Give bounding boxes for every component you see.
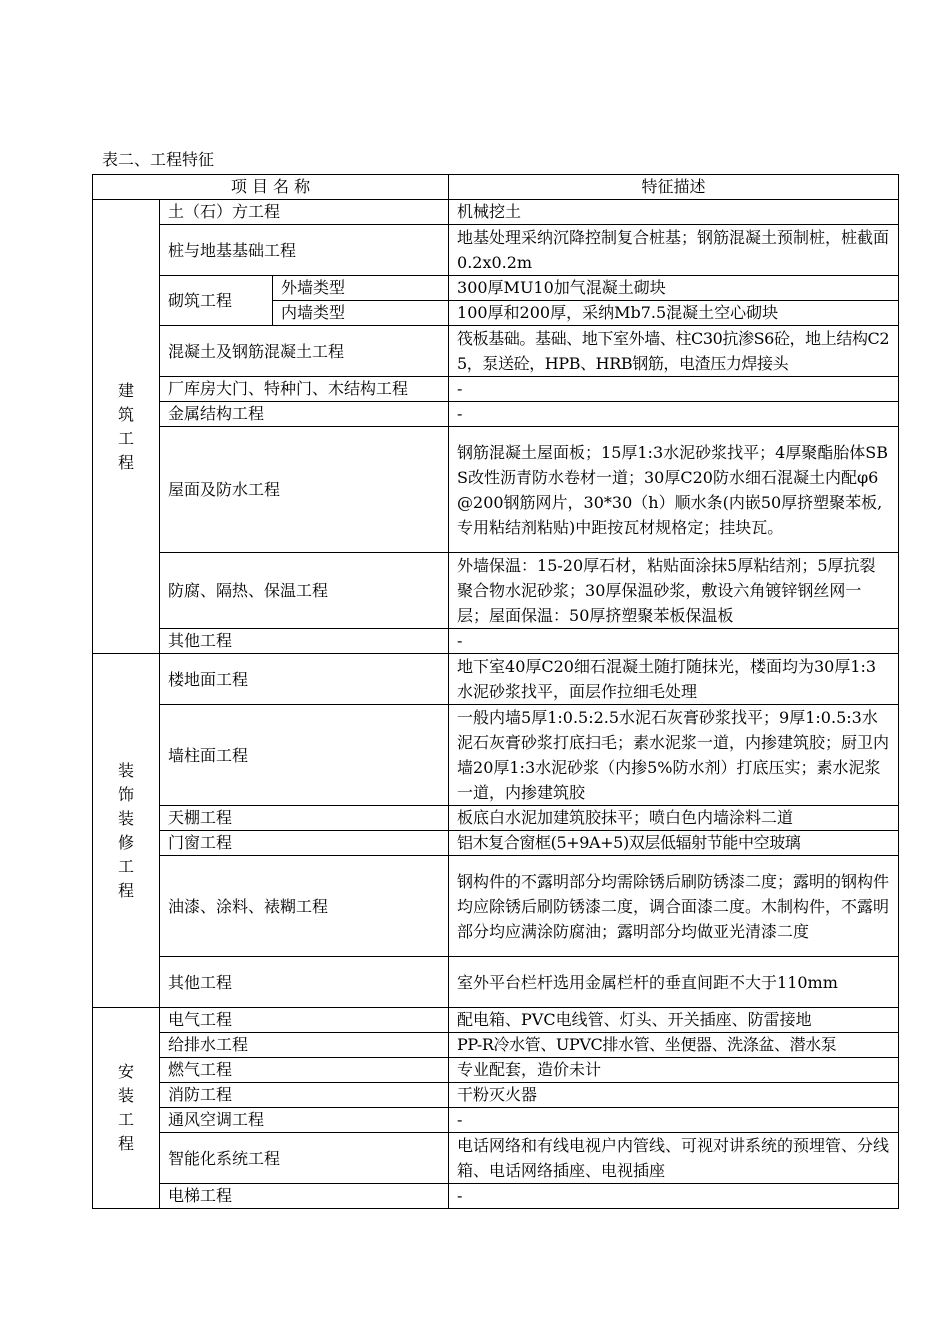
- item-desc: 一般内墙5厚1:0.5:2.5水泥石灰膏砂浆找平；9厚1:0.5:3水泥石灰膏砂浆打底扫毛；素水泥浆一道，内掺建筑胶；厨卫内墙20厚1:3水泥砂浆（内掺5%防水剂）打底压实；素水泥浆一道，内掺建筑胶: [449, 705, 899, 806]
- table-row: [93, 1184, 899, 1209]
- item-desc: -: [449, 1108, 899, 1133]
- table-row: [93, 1108, 899, 1133]
- item-desc: 电话网络和有线电视户内管线、可视对讲系统的预埋管、分线箱、电话网络插座、电视插座: [449, 1133, 899, 1184]
- table-row: [93, 326, 899, 377]
- table-row: [93, 705, 899, 806]
- table-row: [93, 1133, 899, 1184]
- table-row: [93, 1033, 899, 1058]
- table-header-row: [93, 175, 899, 200]
- item-name: 墙柱面工程: [160, 705, 449, 806]
- item-desc: 钢筋混凝土屋面板；15厚1:3水泥砂浆找平；4厚聚酯胎体SBS改性沥青防水卷材一道；30厚C20防水细石混凝土内配φ6@200钢筋网片，30*30（h）顺水条(内嵌50厚挤塑聚苯板,专用粘结剂粘贴)中距按瓦材规格定；挂块瓦。: [449, 427, 899, 553]
- item-desc: 300厚MU10加气混凝土砌块: [449, 276, 899, 301]
- item-name: 防腐、隔热、保温工程: [160, 553, 449, 629]
- table-row: [93, 402, 899, 427]
- category-label: 建筑工程: [117, 380, 134, 472]
- item-name: 楼地面工程: [160, 654, 449, 705]
- item-desc: 室外平台栏杆选用金属栏杆的垂直间距不大于110mm: [449, 957, 899, 1008]
- item-name: 金属结构工程: [160, 402, 449, 427]
- item-desc: 地基处理采纳沉降控制复合桩基；钢筋混凝土预制桩，桩截面0.2x0.2m: [449, 225, 899, 276]
- item-name: 厂库房大门、特种门、木结构工程: [160, 377, 449, 402]
- item-desc: 100厚和200厚，采纳Mb7.5混凝土空心砌块: [449, 301, 899, 326]
- item-name: 屋面及防水工程: [160, 427, 449, 553]
- item-name: 土（石）方工程: [160, 200, 449, 225]
- table-row: [93, 957, 899, 1008]
- table-row: [93, 553, 899, 629]
- item-name: 桩与地基基础工程: [160, 225, 449, 276]
- item-desc: 地下室40厚C20细石混凝土随打随抹光，楼面均为30厚1:3水泥砂浆找平，面层作拉细毛处理: [449, 654, 899, 705]
- item-name: 电梯工程: [160, 1184, 449, 1209]
- item-desc: 干粉灭火器: [449, 1083, 899, 1108]
- item-name: 门窗工程: [160, 831, 449, 856]
- item-name: 油漆、涂料、裱糊工程: [160, 856, 449, 957]
- item-desc: -: [449, 402, 899, 427]
- table-row: [93, 629, 899, 654]
- table-row: [93, 1008, 899, 1033]
- item-name: 砌筑工程: [160, 276, 273, 326]
- header-name: 项 目 名 称: [93, 175, 449, 200]
- item-desc: -: [449, 377, 899, 402]
- item-desc: 专业配套，造价未计: [449, 1058, 899, 1083]
- table-caption: 表二、工程特征: [102, 150, 215, 169]
- item-name: 其他工程: [160, 957, 449, 1008]
- item-name: 消防工程: [160, 1083, 449, 1108]
- item-desc: PP-R冷水管、UPVC排水管、坐便器、洗涤盆、潜水泵: [449, 1033, 899, 1058]
- category-building: [93, 200, 160, 654]
- item-subname: 外墙类型: [273, 276, 449, 301]
- table-row: [93, 200, 899, 225]
- item-subname: 内墙类型: [273, 301, 449, 326]
- item-desc: 配电箱、PVC电线管、灯头、开关插座、防雷接地: [449, 1008, 899, 1033]
- item-name: 混凝土及钢筋混凝土工程: [160, 326, 449, 377]
- item-desc: 铝木复合窗框(5+9A+5)双层低辐射节能中空玻璃: [449, 831, 899, 856]
- table-row: [93, 225, 899, 276]
- item-name: 燃气工程: [160, 1058, 449, 1083]
- item-desc: 筏板基础。基础、地下室外墙、柱C30抗渗S6砼，地上结构C25，泵送砼，HPB、HRB钢筋，电渣压力焊接头: [449, 326, 899, 377]
- table-row: [93, 276, 899, 301]
- item-desc: 钢构件的不露明部分均需除锈后刷防锈漆二度；露明的钢构件均应除锈后刷防锈漆二度，调合面漆二度。木制构件，不露明部分均应满涂防腐油；露明部分均做亚光清漆二度: [449, 856, 899, 957]
- item-desc: 外墙保温：15-20厚石材，粘贴面涂抹5厚粘结剂；5厚抗裂聚合物水泥砂浆；30厚保温砂浆，敷设六角镀锌钢丝网一层；屋面保温：50厚挤塑聚苯板保温板: [449, 553, 899, 629]
- table-row: [93, 1083, 899, 1108]
- item-desc: 板底白水泥加建筑胶抹平；喷白色内墙涂料二道: [449, 806, 899, 831]
- item-name: 电气工程: [160, 1008, 449, 1033]
- item-name: 通风空调工程: [160, 1108, 449, 1133]
- item-desc: -: [449, 1184, 899, 1209]
- item-name: 天棚工程: [160, 806, 449, 831]
- item-name: 其他工程: [160, 629, 449, 654]
- header-desc: 特征描述: [449, 175, 899, 200]
- engineering-features-table: [92, 174, 899, 1209]
- item-desc: -: [449, 629, 899, 654]
- table-row: [93, 654, 899, 705]
- item-name: 智能化系统工程: [160, 1133, 449, 1184]
- table-row: [93, 427, 899, 553]
- category-label: 装饰装修工程: [117, 760, 134, 900]
- table-row: [93, 831, 899, 856]
- category-decoration: [93, 654, 160, 1008]
- table-row: [93, 856, 899, 957]
- item-name: 给排水工程: [160, 1033, 449, 1058]
- category-installation: [93, 1008, 160, 1209]
- category-label: 安装工程: [117, 1062, 134, 1153]
- table-row: [93, 377, 899, 402]
- table-row: [93, 806, 899, 831]
- item-desc: 机械挖土: [449, 200, 899, 225]
- table-row: [93, 1058, 899, 1083]
